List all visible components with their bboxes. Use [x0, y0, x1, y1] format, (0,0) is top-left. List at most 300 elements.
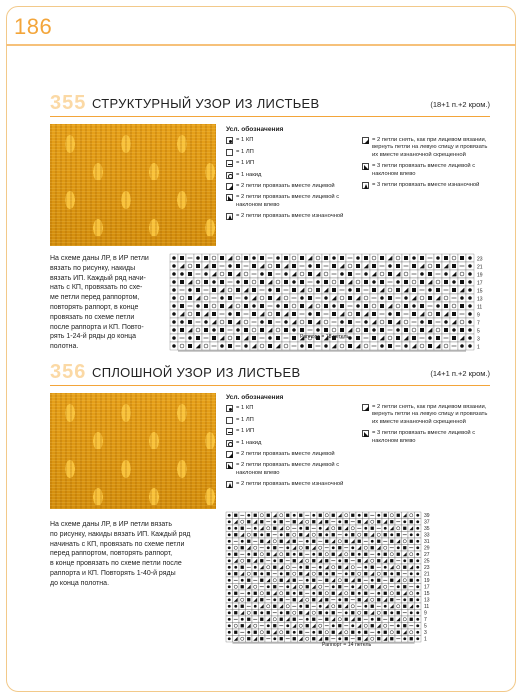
chart-cell: [272, 571, 279, 578]
chart-cell: [426, 326, 434, 334]
legend-text: = 2 петли провязать вместе лицевой с наклоном влево: [236, 462, 340, 476]
chart-cell: [252, 512, 259, 519]
chart-cell: [370, 270, 378, 278]
chart-cell: [376, 597, 383, 604]
chart-cell: [218, 334, 226, 342]
chart-cell: [434, 294, 442, 302]
chart-cell: [258, 286, 266, 294]
chart-cell: [242, 326, 250, 334]
chart-cell: [278, 577, 285, 584]
chart-cell: [402, 564, 409, 571]
chart-cell: [202, 310, 210, 318]
chart-cell: [170, 318, 178, 326]
chart-cell: [415, 616, 422, 623]
chart-cell: [324, 512, 331, 519]
chart-cell: [395, 577, 402, 584]
chart-cell: [343, 629, 350, 636]
chart-cell: [330, 512, 337, 519]
chart-cell: [415, 512, 422, 519]
chart-cell: [311, 538, 318, 545]
legend-item: [226, 137, 356, 144]
chart-cell: [410, 318, 418, 326]
chart-cell: [278, 623, 285, 630]
chart-cell: [314, 310, 322, 318]
chart-cell: [304, 629, 311, 636]
chart-cell: [370, 310, 378, 318]
chart-cell: [258, 262, 266, 270]
chart-cell: [233, 636, 240, 643]
chart-cell: [346, 294, 354, 302]
chart-cell: [369, 564, 376, 571]
chart-cell: [369, 525, 376, 532]
chart-cell: [226, 525, 233, 532]
chart-cell: [311, 571, 318, 578]
chart-cell: [343, 551, 350, 558]
chart-cell: [382, 636, 389, 643]
chart-cell: [402, 597, 409, 604]
chart-cell: [259, 558, 266, 565]
chart-cell: [291, 629, 298, 636]
chart-cell: [233, 603, 240, 610]
chart-cell: [186, 278, 194, 286]
chart-cell: [226, 342, 234, 350]
chart-cell: [450, 278, 458, 286]
chart-cell: [291, 519, 298, 526]
chart-cell: [402, 270, 410, 278]
chart-cell: [291, 584, 298, 591]
chart-cell: [170, 310, 178, 318]
chart-cell: [304, 610, 311, 617]
chart-cell: [324, 623, 331, 630]
chart-cell: [434, 318, 442, 326]
row-label: 25: [424, 558, 430, 565]
chart-cell: [278, 584, 285, 591]
chart-cell: [410, 342, 418, 350]
chart-cell: [442, 342, 450, 350]
chart-cell: [330, 590, 337, 597]
legend-item: [226, 417, 356, 424]
chart-cell: [265, 610, 272, 617]
chart-cell: [239, 512, 246, 519]
chart-cell: [369, 571, 376, 578]
chart-cell: [389, 525, 396, 532]
chart-cell: [354, 310, 362, 318]
chart-cell: [170, 270, 178, 278]
chart-cell: [258, 318, 266, 326]
chart-cell: [382, 584, 389, 591]
chart-cell: [265, 603, 272, 610]
chart-cell: [278, 532, 285, 539]
chart-cell: [290, 302, 298, 310]
chart-cell: [285, 512, 292, 519]
chart-cell: [266, 294, 274, 302]
chart-cell: [272, 564, 279, 571]
chart-cell: [395, 538, 402, 545]
legend-item: [226, 213, 356, 220]
chart-cell: [226, 310, 234, 318]
chart-cell: [298, 603, 305, 610]
chart-cell: [362, 302, 370, 310]
chart-cell: [330, 270, 338, 278]
chart-cell: [290, 254, 298, 262]
chart-cell: [250, 342, 258, 350]
chart-cell: [389, 564, 396, 571]
triple-icon: [362, 430, 369, 437]
chart-cell: [234, 326, 242, 334]
chart-cell: [259, 597, 266, 604]
chart-cell: [394, 286, 402, 294]
chart-cell: [402, 551, 409, 558]
chart-cell: [317, 558, 324, 565]
chart-cell: [389, 636, 396, 643]
chart-cell: [378, 270, 386, 278]
chart-cell: [402, 538, 409, 545]
chart-cell: [246, 532, 253, 539]
chart-cell: [282, 310, 290, 318]
chart-cell: [265, 558, 272, 565]
chart-cell: [239, 610, 246, 617]
chart-cell: [330, 262, 338, 270]
row-label: 17: [424, 584, 430, 591]
chart-cell: [330, 342, 338, 350]
chart-cell: [395, 590, 402, 597]
chart-cell: [402, 525, 409, 532]
chart-cell: [376, 577, 383, 584]
chart-cell: [266, 270, 274, 278]
chart-cell: [394, 278, 402, 286]
text-line: перед раппортом, повторять раппорт,: [50, 550, 173, 558]
chart-cell: [408, 558, 415, 565]
chart-cell: [266, 262, 274, 270]
chart-cell: [304, 538, 311, 545]
chart-cell: [226, 623, 233, 630]
chart-cell: [317, 551, 324, 558]
chart-cell: [354, 334, 362, 342]
chart-cell: [194, 342, 202, 350]
chart-cell: [410, 270, 418, 278]
chart-cell: [311, 597, 318, 604]
chart-cell: [233, 551, 240, 558]
chart-cell: [356, 519, 363, 526]
chart-cell: [298, 318, 306, 326]
chart-cell: [314, 318, 322, 326]
chart-cell: [311, 525, 318, 532]
chart-cell: [369, 577, 376, 584]
chart-cell: [363, 590, 370, 597]
chart-cell: [311, 603, 318, 610]
chart-cell: [382, 590, 389, 597]
chart-cell: [282, 262, 290, 270]
chart-cell: [252, 525, 259, 532]
chart-cell: [278, 590, 285, 597]
chart-cell: [402, 532, 409, 539]
chart-cell: [330, 318, 338, 326]
chart-cell: [330, 278, 338, 286]
text-line: по рисунку, накиды вязать ИП. Каждый ряд: [50, 530, 191, 538]
chart-cell: [442, 302, 450, 310]
chart-cell: [291, 532, 298, 539]
chart-cell: [370, 294, 378, 302]
chart-cell: [330, 584, 337, 591]
chart-cell: [250, 318, 258, 326]
chart-cell: [376, 525, 383, 532]
chart-cell: [226, 590, 233, 597]
chart-cell: [178, 310, 186, 318]
chart-cell: [218, 294, 226, 302]
chart-cell: [304, 584, 311, 591]
chart-cell: [356, 545, 363, 552]
chart-cell: [337, 551, 344, 558]
chart-cell: [369, 551, 376, 558]
chart-cell: [290, 278, 298, 286]
chart-cell: [394, 262, 402, 270]
chart-cell: [252, 558, 259, 565]
chart-cell: [458, 270, 466, 278]
chart-cell: [330, 623, 337, 630]
chart-cell: [246, 584, 253, 591]
chart-cell: [418, 254, 426, 262]
square-icon: [226, 149, 233, 156]
chart-cell: [394, 310, 402, 318]
chart-cell: [285, 551, 292, 558]
chart-cell: [258, 310, 266, 318]
chart-cell: [434, 262, 442, 270]
legend-item: [226, 462, 356, 477]
chart-cell: [304, 603, 311, 610]
chart-cell: [178, 342, 186, 350]
chart-cell: [234, 278, 242, 286]
chart-cell: [382, 512, 389, 519]
chart-cell: [265, 512, 272, 519]
chart-cell: [418, 326, 426, 334]
chart-cell: [234, 254, 242, 262]
row-label: 31: [424, 539, 430, 546]
chart-cell: [324, 616, 331, 623]
chart-cell: [458, 294, 466, 302]
chart-cell: [466, 278, 474, 286]
chart-cell: [346, 286, 354, 294]
chart-cell: [304, 571, 311, 578]
chart-cell: [402, 318, 410, 326]
text-line: провязать по схеме петли: [50, 313, 135, 321]
chart-cell: [378, 294, 386, 302]
chart-cell: [311, 577, 318, 584]
chart-cell: [369, 590, 376, 597]
chart-cell: [311, 610, 318, 617]
chart-cell: [337, 584, 344, 591]
legend-text: = 2 петли провязать вместе лицевой с наклоном влево: [236, 194, 340, 208]
chart-cell: [226, 286, 234, 294]
chart-cell: [285, 623, 292, 630]
section-header-355: [50, 92, 490, 118]
chart-cell: [346, 302, 354, 310]
chart-cell: [226, 558, 233, 565]
chart-cell: [408, 564, 415, 571]
chart-cell: [363, 603, 370, 610]
triple-purl-icon: [362, 182, 369, 189]
chart-cell: [346, 270, 354, 278]
chart-cell: [370, 342, 378, 350]
chart-cell: [408, 623, 415, 630]
chart-cell: [218, 326, 226, 334]
chart-cell: [272, 616, 279, 623]
chart-cell: [285, 597, 292, 604]
chart-cell: [426, 278, 434, 286]
chart-cell: [389, 538, 396, 545]
chart-cell: [266, 342, 274, 350]
chart-cell: [266, 326, 274, 334]
chart-cell: [291, 512, 298, 519]
chart-cell: [274, 286, 282, 294]
chart-cell: [242, 270, 250, 278]
circle-icon: [226, 172, 233, 179]
chart-cell: [266, 278, 274, 286]
chart-cell: [242, 302, 250, 310]
chart-cell: [415, 577, 422, 584]
chart-cell: [317, 597, 324, 604]
chart-cell: [226, 571, 233, 578]
chart-cell: [210, 294, 218, 302]
chart-cell: [386, 326, 394, 334]
chart-cell: [337, 577, 344, 584]
chart-cell: [322, 254, 330, 262]
chart-cell: [259, 629, 266, 636]
chart-cell: [246, 551, 253, 558]
chart-cell: [272, 525, 279, 532]
chart-cell: [306, 326, 314, 334]
chart-cell: [337, 623, 344, 630]
chart-cell: [178, 326, 186, 334]
chart-cell: [274, 270, 282, 278]
chart-cell: [311, 584, 318, 591]
chart-cell: [258, 326, 266, 334]
chart-cell: [386, 302, 394, 310]
chart-cell: [434, 302, 442, 310]
chart-cell: [285, 610, 292, 617]
chart-cell: [246, 597, 253, 604]
chart-cell: [402, 590, 409, 597]
row-label: 5: [424, 623, 427, 630]
chart-cell: [317, 545, 324, 552]
chart-cell: [259, 564, 266, 571]
chart-cell: [226, 270, 234, 278]
chart-cell: [356, 532, 363, 539]
chart-cell: [265, 538, 272, 545]
chart-cell: [218, 318, 226, 326]
chart-cell: [285, 584, 292, 591]
chart-cell: [239, 519, 246, 526]
chart-cell: [314, 286, 322, 294]
chart-cell: [376, 545, 383, 552]
chart-cell: [350, 519, 357, 526]
chart-cell: [317, 590, 324, 597]
chart-cell: [272, 558, 279, 565]
chart-cell: [402, 334, 410, 342]
chart-cell: [324, 577, 331, 584]
chart-cell: [408, 616, 415, 623]
chart-cell: [350, 597, 357, 604]
chart-cell: [170, 334, 178, 342]
chart-cell: [259, 551, 266, 558]
chart-cell: [311, 616, 318, 623]
chart-cell: [218, 342, 226, 350]
chart-cell: [330, 558, 337, 565]
chart-cell: [178, 318, 186, 326]
chart-cell: [458, 318, 466, 326]
chart-cell: [298, 278, 306, 286]
chart-cell: [239, 597, 246, 604]
chart-cell: [415, 532, 422, 539]
chart-cell: [466, 286, 474, 294]
chart-cell: [218, 302, 226, 310]
chart-cell: [285, 564, 292, 571]
chart-cell: [246, 538, 253, 545]
chart-cell: [376, 636, 383, 643]
chart-cell: [338, 302, 346, 310]
chart-cell: [298, 623, 305, 630]
chart-cell: [274, 326, 282, 334]
chart-cell: [415, 538, 422, 545]
chart-cell: [226, 603, 233, 610]
chart-cell: [226, 334, 234, 342]
chart-cell: [194, 318, 202, 326]
chart-cell: [252, 577, 259, 584]
chart-cell: [402, 623, 409, 630]
chart-cell: [369, 616, 376, 623]
chart-cell: [394, 302, 402, 310]
chart-cell: [278, 551, 285, 558]
chart-cell: [324, 603, 331, 610]
row-label: 19: [424, 578, 430, 585]
pattern-title: СТРУКТУРНЫЙ УЗОР ИЗ ЛИСТЬЕВ: [92, 96, 320, 111]
chart-cell: [274, 302, 282, 310]
chart-cell: [306, 254, 314, 262]
chart-cell: [234, 294, 242, 302]
chart-cell: [210, 270, 218, 278]
chart-cell: [202, 318, 210, 326]
chart-cell: [314, 326, 322, 334]
chart-cell: [394, 326, 402, 334]
chart-cell: [242, 334, 250, 342]
chart-cell: [402, 610, 409, 617]
chart-cell: [324, 564, 331, 571]
chart-cell: [285, 577, 292, 584]
chart-cell: [363, 564, 370, 571]
legend-text: = 1 КП: [236, 137, 254, 144]
chart-cell: [356, 577, 363, 584]
left-triangle-icon: [226, 462, 233, 469]
chart-cell: [389, 551, 396, 558]
header-rule: [6, 44, 516, 46]
chart-cell: [395, 519, 402, 526]
chart-cell: [278, 519, 285, 526]
chart-cell: [343, 603, 350, 610]
chart-cell: [337, 558, 344, 565]
chart-cell: [382, 603, 389, 610]
legend-right: [362, 137, 490, 193]
chart-cell: [266, 254, 274, 262]
right-triangle-icon: [226, 451, 233, 458]
chart-cell: [265, 629, 272, 636]
chart-cell: [458, 254, 466, 262]
chart-cell: [338, 318, 346, 326]
chart-cell: [362, 254, 370, 262]
chart-cell: [402, 558, 409, 565]
chart-cell: [402, 326, 410, 334]
legend-item: [362, 163, 490, 178]
chart-cell: [382, 616, 389, 623]
chart-cell: [304, 551, 311, 558]
